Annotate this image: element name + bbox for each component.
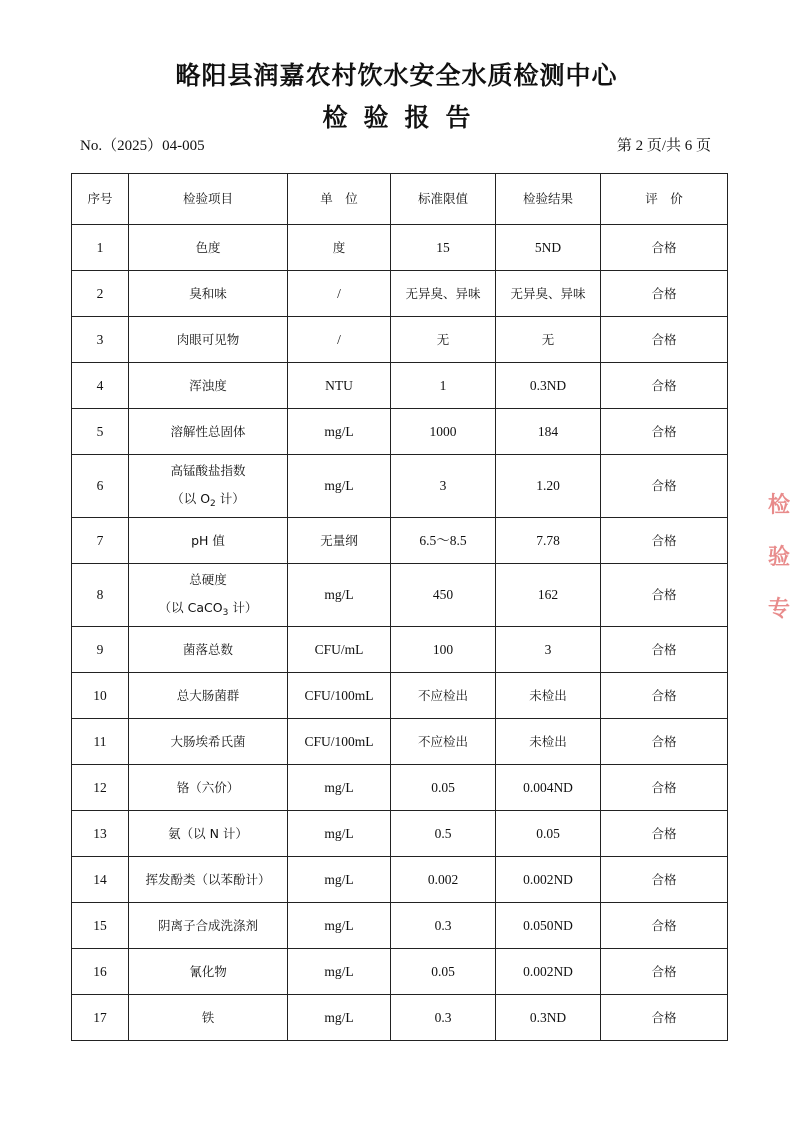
org-title: 略阳县润嘉农村饮水安全水质检测中心	[175, 61, 618, 90]
cell-eval: 合格	[601, 811, 728, 857]
cell-unit: mg/L	[288, 949, 391, 995]
cell-eval: 合格	[601, 317, 728, 363]
cell-item: 菌落总数	[129, 627, 288, 673]
cell-limit: 0.3	[391, 903, 496, 949]
cell-no: 16	[72, 949, 129, 995]
cell-item: pH 值	[129, 518, 288, 564]
cell-result: 0.05	[496, 811, 601, 857]
col-header-limit: 标准限值	[391, 174, 496, 225]
cell-result: 1.20	[496, 455, 601, 518]
cell-limit: 0.3	[391, 995, 496, 1041]
cell-limit: 0.05	[391, 765, 496, 811]
cell-no: 6	[72, 455, 129, 518]
stamp-glyph: 验	[768, 545, 791, 570]
cell-unit: mg/L	[288, 455, 391, 518]
cell-result: 0.002ND	[496, 857, 601, 903]
table-row	[72, 518, 728, 564]
table-row	[72, 995, 728, 1041]
cell-item: 浑浊度	[129, 363, 288, 409]
cell-eval: 合格	[601, 564, 728, 627]
cell-no: 2	[72, 271, 129, 317]
table-row	[72, 225, 728, 271]
cell-result: 无	[496, 317, 601, 363]
cell-unit: NTU	[288, 363, 391, 409]
cell-item: 总大肠菌群	[129, 673, 288, 719]
col-header-unit: 单 位	[288, 174, 391, 225]
cell-limit: 6.5～8.5	[391, 518, 496, 564]
cell-item: 氨（以 N 计）	[129, 811, 288, 857]
table-row	[72, 903, 728, 949]
cell-limit: 0.002	[391, 857, 496, 903]
table-row	[72, 409, 728, 455]
cell-item: 大肠埃希氏菌	[129, 719, 288, 765]
report-number: No.（2025）04-005	[80, 138, 205, 154]
table-row	[72, 627, 728, 673]
table-row	[72, 811, 728, 857]
cell-unit: mg/L	[288, 903, 391, 949]
cell-eval: 合格	[601, 719, 728, 765]
cell-result: 162	[496, 564, 601, 627]
table-row	[72, 949, 728, 995]
cell-no: 5	[72, 409, 129, 455]
cell-result: 0.3ND	[496, 995, 601, 1041]
cell-item-line1: 总硬度	[189, 572, 227, 587]
cell-no: 14	[72, 857, 129, 903]
red-seal-stamp	[760, 488, 793, 638]
cell-limit: 450	[391, 564, 496, 627]
cell-eval: 合格	[601, 225, 728, 271]
cell-limit: 不应检出	[391, 673, 496, 719]
cell-result: 184	[496, 409, 601, 455]
cell-limit: 3	[391, 455, 496, 518]
cell-item-line2	[131, 490, 285, 510]
cell-limit: 0.05	[391, 949, 496, 995]
cell-eval: 合格	[601, 455, 728, 518]
stamp-glyph: 专	[768, 597, 791, 622]
cell-no: 15	[72, 903, 129, 949]
cell-result: 0.004ND	[496, 765, 601, 811]
cell-item: 色度	[129, 225, 288, 271]
cell-result: 0.002ND	[496, 949, 601, 995]
item-line2-pre: （以 O	[171, 491, 211, 506]
cell-result: 无异臭、异味	[496, 271, 601, 317]
cell-limit: 无	[391, 317, 496, 363]
cell-unit: CFU/100mL	[288, 673, 391, 719]
cell-result: 未检出	[496, 719, 601, 765]
cell-eval: 合格	[601, 857, 728, 903]
cell-item: 溶解性总固体	[129, 409, 288, 455]
cell-no: 3	[72, 317, 129, 363]
cell-result: 5ND	[496, 225, 601, 271]
cell-limit: 不应检出	[391, 719, 496, 765]
cell-item-line2	[131, 599, 285, 619]
cell-unit: mg/L	[288, 409, 391, 455]
cell-eval: 合格	[601, 518, 728, 564]
cell-unit: mg/L	[288, 995, 391, 1041]
cell-limit: 0.5	[391, 811, 496, 857]
table-row	[72, 719, 728, 765]
col-header-eval: 评 价	[601, 174, 728, 225]
col-header-result: 检验结果	[496, 174, 601, 225]
cell-limit: 100	[391, 627, 496, 673]
table-row	[72, 857, 728, 903]
cell-no: 1	[72, 225, 129, 271]
table-header-row	[72, 174, 728, 225]
page-info: 第 2 页/共 6 页	[616, 138, 711, 154]
cell-limit: 1	[391, 363, 496, 409]
cell-item: 氰化物	[129, 949, 288, 995]
item-line2-post: 计）	[215, 491, 245, 506]
table-row	[72, 673, 728, 719]
cell-unit: mg/L	[288, 857, 391, 903]
cell-result: 0.3ND	[496, 363, 601, 409]
cell-no: 17	[72, 995, 129, 1041]
cell-eval: 合格	[601, 903, 728, 949]
report-title: 检验报告	[322, 103, 487, 132]
cell-item-line1: 高锰酸盐指数	[170, 463, 246, 478]
cell-unit: mg/L	[288, 811, 391, 857]
cell-limit: 1000	[391, 409, 496, 455]
item-line2-sub: 2	[210, 499, 216, 509]
cell-eval: 合格	[601, 673, 728, 719]
cell-item: 阴离子合成洗涤剂	[129, 903, 288, 949]
cell-eval: 合格	[601, 271, 728, 317]
cell-no: 4	[72, 363, 129, 409]
cell-unit: mg/L	[288, 564, 391, 627]
col-header-no: 序号	[72, 174, 129, 225]
cell-unit: /	[288, 317, 391, 363]
results-table	[71, 173, 728, 1041]
cell-item	[129, 455, 288, 518]
cell-result: 3	[496, 627, 601, 673]
cell-eval: 合格	[601, 409, 728, 455]
cell-no: 11	[72, 719, 129, 765]
cell-item: 臭和味	[129, 271, 288, 317]
table-row	[72, 765, 728, 811]
cell-item: 肉眼可见物	[129, 317, 288, 363]
cell-result: 0.050ND	[496, 903, 601, 949]
cell-unit: 度	[288, 225, 391, 271]
cell-no: 13	[72, 811, 129, 857]
cell-unit: 无量纲	[288, 518, 391, 564]
table-row	[72, 317, 728, 363]
cell-item: 铁	[129, 995, 288, 1041]
table-row	[72, 271, 728, 317]
table-row	[72, 455, 728, 518]
stamp-glyph: 检	[768, 493, 791, 518]
cell-unit: CFU/100mL	[288, 719, 391, 765]
cell-result: 未检出	[496, 673, 601, 719]
item-line2-sub: 3	[222, 608, 229, 618]
item-line2-post: 计）	[228, 600, 258, 615]
cell-no: 7	[72, 518, 129, 564]
cell-item: 铬（六价）	[129, 765, 288, 811]
col-header-item: 检验项目	[129, 174, 288, 225]
cell-item	[129, 564, 288, 627]
cell-no: 10	[72, 673, 129, 719]
cell-item: 挥发酚类（以苯酚计）	[129, 857, 288, 903]
cell-limit: 无异臭、异味	[391, 271, 496, 317]
table-row	[72, 564, 728, 627]
cell-eval: 合格	[601, 995, 728, 1041]
cell-unit: mg/L	[288, 765, 391, 811]
cell-no: 8	[72, 564, 129, 627]
cell-result: 7.78	[496, 518, 601, 564]
table-row	[72, 363, 728, 409]
cell-no: 9	[72, 627, 129, 673]
cell-unit: /	[288, 271, 391, 317]
cell-unit: CFU/mL	[288, 627, 391, 673]
cell-eval: 合格	[601, 949, 728, 995]
cell-limit: 15	[391, 225, 496, 271]
cell-eval: 合格	[601, 627, 728, 673]
cell-eval: 合格	[601, 363, 728, 409]
cell-eval: 合格	[601, 765, 728, 811]
item-line2-pre: （以 CaCO	[158, 600, 223, 615]
cell-no: 12	[72, 765, 129, 811]
